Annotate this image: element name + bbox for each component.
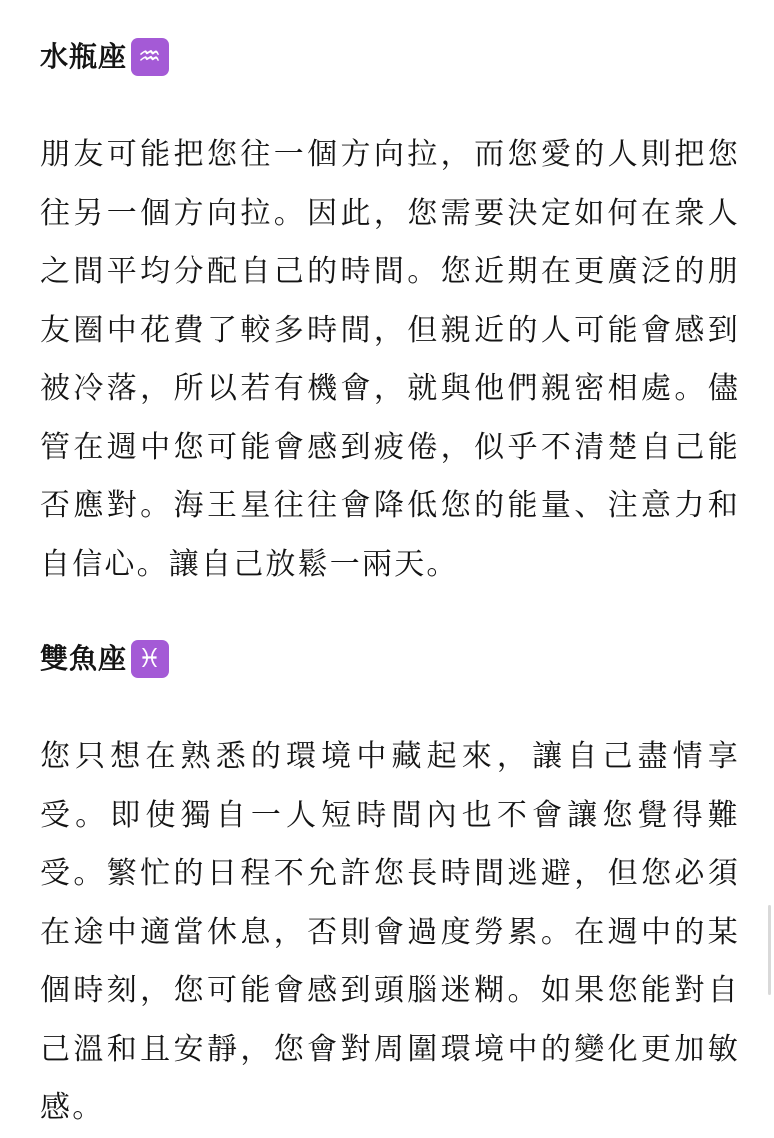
scrollbar[interactable] [768, 905, 771, 995]
aquarius-title-text: 水瓶座 [40, 40, 128, 73]
aquarius-title [40, 30, 740, 84]
pisces-body: 您只想在熟悉的環境中藏起來，讓自己盡情享受。即使獨自一人短時間內也不會讓您覺得難受。繁忙的日程不允許您長時間逃避，但您必須在途中適當休息，否則會過度勞累。在週中的某個時刻，您可能會感到頭腦迷糊。如果您能對自己溫和且安靜，您會對周圍環境中的變化更加敏感。 [40, 739, 740, 1125]
horoscope-content [40, 30, 740, 1138]
pisces-title-text: 雙魚座 [40, 642, 128, 675]
pisces-title [40, 632, 740, 686]
pisces-section [40, 632, 740, 1138]
aquarius-section [40, 30, 740, 594]
aquarius-body: 朋友可能把您往一個方向拉，而您愛的人則把您往另一個方向拉。因此，您需要決定如何在衆人之間平均分配自己的時間。您近期在更廣泛的朋友圈中花費了較多時間，但親近的人可能會感到被冷落，所以若有機會，就與他們親密相處。儘管在週中您可能會感到疲倦，似乎不清楚自己能否應對。海王星往往會降低您的能量、注意力和自信心。讓自己放鬆一兩天。 [40, 137, 740, 582]
aquarius-icon: ♒ [131, 38, 169, 76]
pisces-icon: ♓ [131, 640, 169, 678]
